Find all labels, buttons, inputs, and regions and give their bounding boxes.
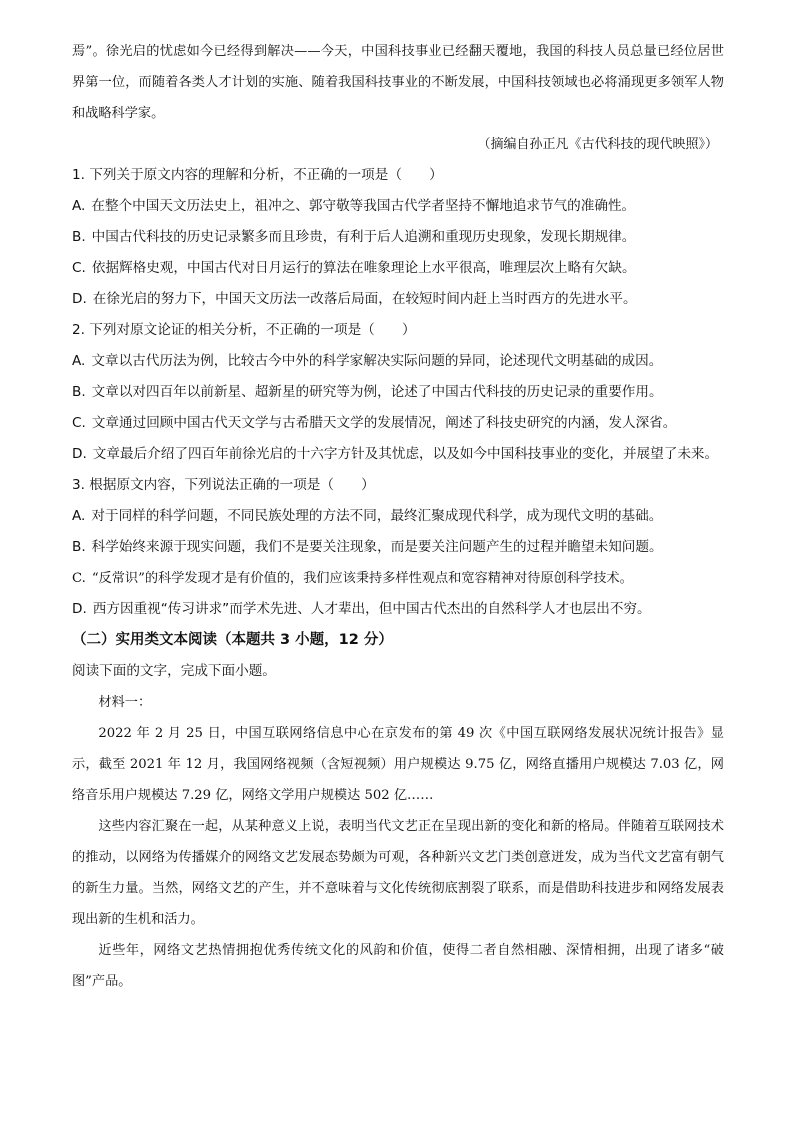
section-practical-reading xyxy=(72,625,724,997)
option-text: 在整个中国天文历法史上，祖冲之、郭守敬等我国古代学者坚持不懈地追求节气的准确性。 xyxy=(91,198,636,214)
material-paragraph: 2022 年 2 月 25 日，中国互联网络信息中心在京发布的第 49 次《中国互联网络发展状况统计报告》显示，截至 2021 年 12 月，我国网络视频（含短视频）用户规模达 9.75 亿，网络直播用户规模达 7.03 亿，网络音乐用户规模达 7.29 亿，网络文学用户规模达 502 亿…… xyxy=(72,726,724,803)
option-letter: A. xyxy=(72,508,86,524)
option-letter: C. xyxy=(72,260,86,276)
option-text: 科学始终来源于现实问题，我们不是要关注现象，而是要关注问题产生的过程并瞻望未知问题。 xyxy=(91,539,663,555)
option-b[interactable] xyxy=(72,222,724,253)
option-text: 文章最后介绍了四百年前徐光启的十六字方针及其忧虑，以及如今中国科技事业的变化，并展望了未来。 xyxy=(92,446,719,462)
option-d[interactable] xyxy=(72,439,724,470)
material-paragraph: 近些年，网络文艺热情拥抱优秀传统文化的风韵和价值，使得二者自然相融、深情相拥，出现了诸多“破图”产品。 xyxy=(72,943,724,989)
option-letter: D. xyxy=(72,291,87,307)
option-text: 文章以对四百年以前新星、超新星的研究等为例，论述了中国古代科技的历史记录的重要作用。 xyxy=(91,384,663,400)
option-text: “反常识”的科学发现才是有价值的，我们应该秉持多样性观点和宽容精神对待原创科学技术。 xyxy=(91,571,633,586)
question-3 xyxy=(72,470,724,625)
option-a[interactable] xyxy=(72,501,724,532)
option-a[interactable] xyxy=(72,191,724,222)
option-text: 中国古代科技的历史记录繁多而且珍贵，有利于后人追溯和重现历史现象，发现长期规律。 xyxy=(91,229,636,245)
option-text: 对于同样的科学问题，不同民族处理的方法不同，最终汇聚成现代科学，成为现代文明的基础。 xyxy=(91,508,663,524)
option-letter: D. xyxy=(72,446,87,462)
option-letter: B. xyxy=(72,229,86,245)
option-text: 在徐光启的努力下，中国天文历法一改落后局面，在较短时间内赶上当时西方的先进水平。 xyxy=(92,291,637,307)
option-letter: B. xyxy=(72,539,86,555)
question-stem: 3. 根据原文内容，下列说法正确的一项是（ ） xyxy=(72,477,375,493)
option-letter: B. xyxy=(72,384,86,400)
option-d[interactable] xyxy=(72,284,724,315)
question-1 xyxy=(72,160,724,315)
option-text: 文章以古代历法为例，比较古今中外的科学家解决实际问题的异同，论述现代文明基础的成因。 xyxy=(91,353,663,369)
option-letter: D. xyxy=(72,601,87,617)
option-letter: C. xyxy=(72,571,86,586)
section-title: （二）实用类文本阅读（本题共 3 小题，12 分） xyxy=(72,632,393,648)
option-c[interactable] xyxy=(72,563,724,594)
question-stem: 2. 下列对原文论证的相关分析，不正确的一项是（ ） xyxy=(72,322,416,338)
material-label: 材料一： xyxy=(98,695,152,710)
question-stem: 1. 下列关于原文内容的理解和分析，不正确的一项是（ ） xyxy=(72,167,443,183)
option-text: 文章通过回顾中国古代天文学与古希腊天文学的发展情况，阐述了科技史研究的内涵，发人深省。 xyxy=(91,415,677,431)
option-c[interactable] xyxy=(72,253,724,284)
passage-source: （摘编自孙正凡《古代科技的现代映照》） xyxy=(477,137,718,152)
option-c[interactable] xyxy=(72,408,724,439)
option-text: 西方因重视“传习讲求”而学术先进、人才辈出，但中国古代杰出的自然科学人才也层出不穷。 xyxy=(92,601,651,617)
exam-page xyxy=(72,36,724,997)
option-b[interactable] xyxy=(72,532,724,563)
option-letter: A. xyxy=(72,198,86,214)
option-letter: A. xyxy=(72,353,86,369)
option-text: 依据辉格史观，中国古代对日月运行的算法在唯象理论上水平很高，唯理层次上略有欠缺。 xyxy=(91,260,636,276)
passage-continuation: 焉”。徐光启的忧虑如今已经得到解决——今天，中国科技事业已经翻天覆地，我国的科技人员总量已经位居世界第一位，而随着各类人才计划的实施、随着我国科技事业的不断发展，中国科技领域也必将涌现更多领军人物和战略科学家。 xyxy=(72,44,724,121)
option-letter: C. xyxy=(72,415,86,431)
option-a[interactable] xyxy=(72,346,724,377)
material-paragraph: 这些内容汇聚在一起，从某种意义上说，表明当代文艺正在呈现出新的变化和新的格局。伴随着互联网技术的推动，以网络为传播媒介的网络文艺发展态势颇为可观，各种新兴文艺门类创意迸发，成为当代文艺富有朝气的新生力量。当然，网络文艺的产生，并不意味着与文化传统彻底割裂了联系，而是借助科技进步和网络发展表现出新的生机和活力。 xyxy=(72,819,724,927)
question-2 xyxy=(72,315,724,470)
option-b[interactable] xyxy=(72,377,724,408)
option-d[interactable] xyxy=(72,594,724,625)
section-instruction: 阅读下面的文字，完成下面小题。 xyxy=(72,663,276,679)
